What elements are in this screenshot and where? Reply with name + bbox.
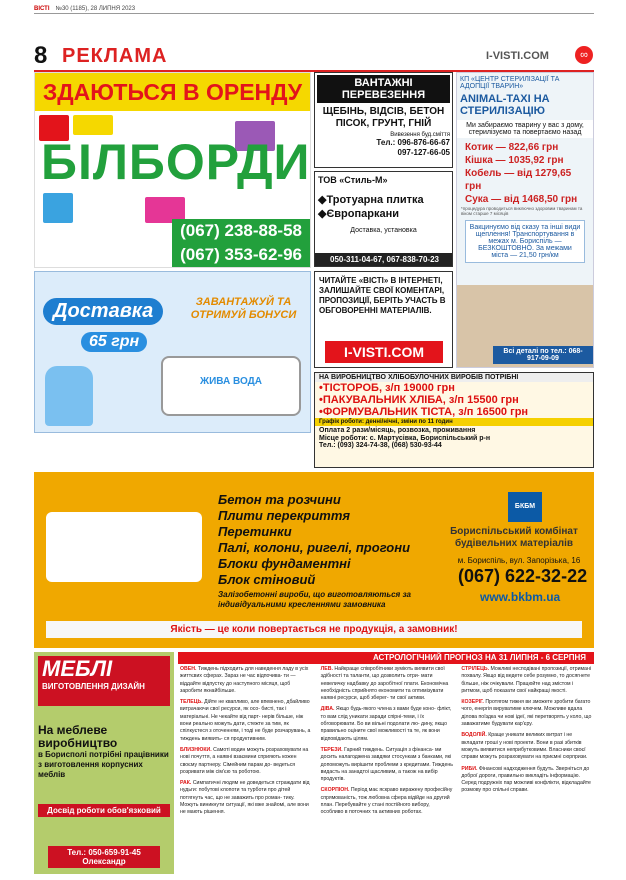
animal-taxi-ad [456, 72, 594, 368]
bakery-job-1: •ТІСТОРОБ, з/п 19000 грн [319, 382, 455, 394]
animal-sub: Ми забираємо тварину у вас з дому, стерилізуємо та повертаємо назад [457, 120, 593, 138]
bkbm-logo: БКБМ [508, 492, 542, 522]
read-online-ad [314, 271, 453, 368]
bkbm-product: Бетон та розчини [218, 492, 341, 507]
read-text: ЧИТАЙТЕ «ВІСТІ» В ІНТЕРНЕТІ, ЗАЛИШАЙТЕ СВОЇ КОМЕНТАРІ, ПРОПОЗИЦІЇ, БЕРІТЬ УЧАСТЬ В ОБГОВОРЕННІ МАТЕРІАЛІВ. [319, 276, 446, 315]
mebli-headline: На меблеве виробництво [38, 723, 118, 750]
bakery-job-3: •ФОРМУВАЛЬНИК ТІСТА, з/п 16500 грн [319, 406, 529, 418]
bkbm-ad [34, 472, 594, 648]
cargo-materials: ЩЕБІНЬ, ВІДСІВ, БЕТОН ПІСОК, ГРУНТ, ГНІЙ [322, 106, 445, 129]
bkbm-address: м. Бориспіль, вул. Запорізька, 16 [457, 556, 581, 565]
astro-col-2 [321, 666, 454, 876]
astro-entry: ТЕЛЕЦЬ. Дійте не квапливо, але впевнено, дбайливо витрачаючи свої ресурси, як осо- бисті, так і матеріальні. Не чекайте від парт- нерів більше, ніж вони реально можуть дати, стежте за тим, як спілкуєтеся з оточенням, і тоді не буде розчарувань, а тиждень виявить- ся продуктивним. [180, 699, 311, 742]
water-bottle-image [45, 366, 93, 426]
animal-more: Всі деталі по тел.: 068-917-09-09 [493, 346, 593, 364]
astro-entry: СТРІЛЕЦЬ. Можливі несподівані пропозиції, отримані похвалу. Якщо від ведете себе розумно, то досягнете більше, ніж очікували. Працюйте над змістом і ритмом, щоб показати свої найкращі якості. [461, 666, 591, 694]
tiles-item-1: ◆Тротуарна плитка [318, 194, 424, 206]
tiles-company: ТОВ «Стиль-М» [318, 175, 388, 185]
astro-entry: РИБИ. Фінансові надходження будуть. Зверніться до доброї дороги, правильно викладіть інформацію. Серед подружніх пар можливі конфлікти, відкладайте розмову про спільні справи. [461, 765, 591, 794]
astro-entry: ДІВА. Якщо будь-якого члена з вами буде коно- флікт, то вам слід уникати заради спірні-теми, і їх обговорювати. Бо ви вільні подолати лю- дину, якщо правильно оціните свої можливості та те, як вони відповідають цілям. [320, 706, 452, 742]
animal-header: КП «ЦЕНТР СТЕРИЛІЗАЦІЇ ТА АДОПЦІЇ ТВАРИН» [460, 76, 560, 90]
bakery-job-2: •ПАКУВАЛЬНИК ХЛІБА, з/п 15500 грн [319, 394, 519, 406]
tiles-ad [314, 171, 453, 267]
delivery-van-image [161, 356, 301, 416]
astro-entry: ОВЕН. Тиждень підходить для наведення ладу в усіх життєвих сферах. Зараз не час відпочива- ти — віддайте відпустку до наступного місяця, щоб заробити якнайбільше. [180, 666, 309, 694]
animal-price-male-dog: Кобель — від 1279,65 грн [465, 168, 572, 192]
astro-title: АСТРОЛОГІЧНИЙ ПРОГНОЗ НА 31 ЛИПНЯ - 6 СЕРПНЯ [178, 652, 594, 664]
bakery-ad [314, 372, 594, 468]
billboard-big-text: БІЛБОРДИ [41, 134, 311, 190]
billboard-ad [34, 72, 311, 268]
animal-price-female-cat: Кішка — 1035,92 грн [465, 155, 564, 166]
astro-col-3 [461, 666, 594, 876]
site-link[interactable]: I-VISTI.COM [486, 50, 549, 62]
bakery-header: НА ВИРОБНИЦТВО ХЛІБОБУЛОЧНИХ ВИРОБІВ ПОТРІБНІ [315, 373, 593, 382]
astro-entry: ВОДОЛІЙ. Краще уникати великих витрат і не вкладати гроші у нові проекти. Вони в разі збитків можуть виявитися неприбутковими. Власники своєї справи можуть розраховувати на приємні сюрпризи. [461, 732, 588, 761]
astro-entry: БЛИЗНЮКИ. Самоті водин можуть розраховувати на нові почуття, а наявні взаємини сприяють кожен своєму партнеру. Сімейним парам до- ведеться розривати між сім'єю та роботою. [180, 746, 309, 775]
furniture-ad [34, 652, 174, 874]
page-header-strip [34, 4, 594, 14]
bkbm-product: Перетинки [218, 524, 292, 539]
bkbm-product: Блок стіновий [218, 572, 316, 587]
astro-columns [180, 666, 594, 876]
astro-col-1 [180, 666, 313, 876]
astro-entry: РАК. Симпатичні людям не доведеться страждати від нудьги: побутові клопоти та турботи про дітей потягнуть час, що не заважить про роман- тику. Можуть виникнути ситуації, які вже знайомі, але вони не мають рішення. [180, 780, 310, 816]
astro-entry: СКОРПІОН. Період має яскраво виражену професійну спрямованість, тож любовна сфера відійде на другий план. Перебувайте у стані постійного вибору, особливо в поточних та активних роботах. [320, 787, 453, 816]
animal-note: *процедура проводиться виключно здоровим тваринам та віком старше 7 місяців [461, 206, 583, 216]
bkbm-product: Блоки фундаментні [218, 556, 351, 571]
bkbm-small: Залізобетонні вироби, що виготовляються за індивідуальними кресленнями замовника [218, 590, 412, 609]
astro-entry: КОЗЕРІГ. Протягом тижня ви зможете зробити багато чого, енергія вируватиме ключем. Можливе вдала ділова поїздка чи нові ідеї, які перетворять у коло, що заважатиме будувати кар'єру. [461, 699, 592, 728]
color-block [43, 193, 73, 223]
bkbm-product: Плити перекриття [218, 508, 351, 523]
animal-title: ANIMAL-TAXI НА СТЕРИЛІЗАЦІЮ [460, 93, 550, 117]
water-bonus: ЗАВАНТАЖУЙ ТА ОТРИМУЙ БОНУСИ [190, 296, 297, 321]
water-delivery-label: Доставка [43, 298, 163, 325]
cargo-sub: Вивезення буд.сміття [390, 132, 450, 138]
bkbm-phone: (067) 622-32-22 [458, 566, 588, 586]
cargo-ad [314, 72, 453, 168]
bakery-pay: Оплата 2 рази/місяць, розвозка, проживання [319, 427, 476, 434]
read-url[interactable]: I-VISTI.COM [325, 341, 443, 363]
animal-price-cat: Котик — 822,66 грн [465, 142, 559, 153]
tiles-desc: Доставка, установка [350, 227, 417, 234]
concrete-mixer-image [46, 512, 202, 582]
link-icon[interactable]: ∞ [575, 46, 593, 64]
mebli-experience: Досвід роботи обов'язковий [38, 804, 170, 817]
mebli-desc: в Борисполі потрібні працівники з виготовлення корпусних меблів [38, 750, 169, 779]
page-number: 8 [34, 42, 48, 69]
billboard-top-text: ЗДАЮТЬСЯ В ОРЕНДУ [35, 73, 310, 111]
mebli-phone: Тел.: 050-659-91-45 Олександр [48, 846, 160, 868]
bakery-address: Місце роботи: с. Мартусівка, Бориспільський р-н [319, 435, 491, 442]
astro-entry: ТЕРЕЗИ. Гарний тиждень. Ситуація з фінанса- ми досить налагоджена завдяки стосункам з банками, які допоможуть вирішити проблеми з кредитами. Тиждень видасть на занадтоі щасливим, а також на вибір продуктів. [320, 746, 453, 783]
billboard-phone-1: (067) 238-88-58 [172, 219, 310, 243]
bkbm-products [218, 492, 410, 588]
bakery-phone: Тел.: (093) 324-74-38, (068) 530-93-44 [319, 442, 442, 449]
issue-info: №30 (1185), 28 ЛИПНЯ 2023 [55, 5, 136, 12]
animal-price-female-dog: Сука — від 1468,50 грн [465, 194, 578, 205]
cargo-title: ВАНТАЖНІ ПЕРЕВЕЗЕННЯ [317, 75, 450, 103]
bkbm-product: Палі, колони, ригелі, прогони [218, 540, 411, 555]
water-price: 65 грн [81, 332, 147, 352]
color-block [73, 115, 113, 135]
animal-vaccine: Вакцинуємо від сказу та інші види щеплення! Транспортування в межах м. Бориспіль — БЕЗКОШТОВНО. За межами міста — 21,50 грн/км [465, 220, 585, 263]
cargo-phone-2: 097-127-66-05 [397, 148, 450, 157]
bkbm-company: Бориспільський комбінат будівельних матеріалів [450, 526, 578, 549]
newspaper-brand: ВІСТІ [34, 5, 50, 12]
cargo-phone: Тел.: 096-876-66-67 [376, 138, 450, 147]
mebli-logo: МЕБЛІ ВИГОТОВЛЕННЯ ДИЗАЙН [38, 656, 170, 706]
tiles-phone: 050-311-04-67, 067-838-70-23 [315, 253, 453, 266]
astro-entry: ЛЕВ. Найкраще співробітники зуміють виявити свої здібності та таланти, що дозволить отри- мати невеличку надбавку до заробітної плати. Економічна необхідність сприйнято економити та оптимізувати наявні ресурси, щоб зберег- ти свої активи. [320, 666, 449, 702]
tiles-item-2: ◆Європаркани [318, 208, 400, 220]
section-title: РЕКЛАМА [62, 45, 168, 67]
bakery-schedule: Графік роботи: денні/нічні, зміни по 11 годин [315, 418, 593, 426]
water-delivery-ad [34, 271, 311, 433]
bkbm-website[interactable]: www.bkbm.ua [480, 590, 561, 604]
water-brand: ЖИВА ВОДА [200, 376, 262, 387]
billboard-phone-2: (067) 353-62-96 [172, 243, 310, 267]
bkbm-slogan: Якість — це коли повертається не продукція, а замовник! [46, 621, 582, 638]
